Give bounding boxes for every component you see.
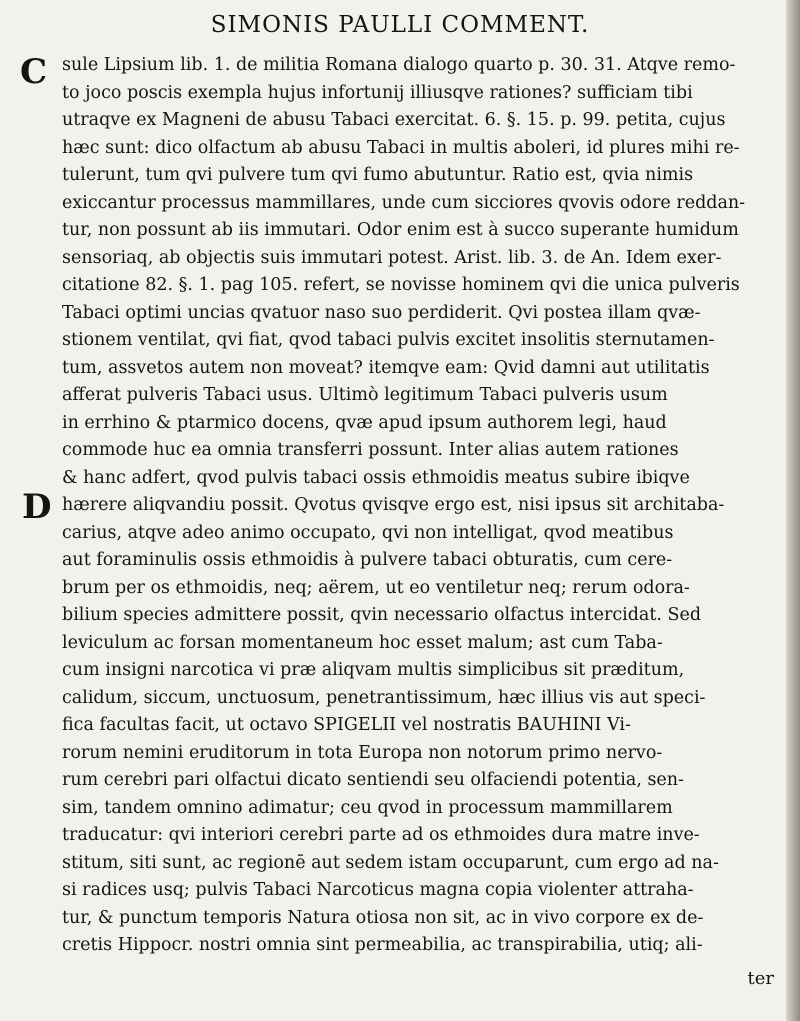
text-line: sule Lipsium lib. 1. de militia Romana dialogo quarto p. 30. 31. Atqve remo-: [62, 55, 736, 75]
text-line: leviculum ac forsan momentaneum hoc esset malum; ast cum Taba-: [62, 632, 663, 653]
text-line: hæc sunt: dico olfactum ab abusu Tabaci in multis aboleri, id plures mihi re-: [62, 137, 740, 158]
text-line: sim, tandem omnino adimatur; ceu qvod in processum mammillarem: [62, 797, 673, 818]
text-line: tum, assvetos autem non moveat? itemqve eam: Qvid damni aut utilitatis: [62, 357, 710, 378]
text-line: si radices usq; pulvis Tabaci Narcoticus magna copia violenter attraha-: [62, 880, 694, 900]
text-line: stionem ventilat, qvi fiat, qvod tabaci pulvis excitet insolitis sternutamen-: [62, 330, 715, 350]
text-line: fica facultas facit, ut octavo SPIGELII vel nostratis BAUHINI Vi-: [62, 715, 631, 735]
text-line: rorum nemini eruditorum in tota Europa non notorum primo nervo-: [62, 742, 663, 763]
text-line: afferat pulveris Tabaci usus. Ultimò legitimum Tabaci pulveris usum: [62, 385, 668, 405]
text-line: tur, non possunt ab iis immutari. Odor enim est à succo superante humidum: [62, 220, 739, 240]
text-line: bilium species admittere possit, qvin necessario olfactus intercidat. Sed: [62, 605, 702, 625]
text-line: to joco poscis exempla hujus infortunij illiusqve rationes? sufficiam tibi: [62, 82, 693, 103]
text-line: utraqve ex Magneni de abusu Tabaci exercitat. 6. §. 15. p. 99. petita, cujus: [62, 110, 726, 130]
text-line: in errhino & ptarmico docens, qvæ apud ipsum authorem legi, haud: [62, 412, 667, 433]
text-line: hærere aliqvandiu possit. Qvotus qvisqve ergo est, nisi ipsus sit architaba-: [62, 495, 725, 515]
page-edge-shadow: [786, 0, 800, 1021]
text-line: & hanc adfert, qvod pulvis tabaci ossis ethmoidis meatus subire ibiqve: [62, 467, 690, 488]
text-line: Tabaci optimi uncias qvatuor naso suo perdiderit. Qvi postea illam qvæ-: [62, 302, 701, 323]
text-line: cretis Hippocr. nostri omnia sint permeabilia, ac transpirabilia, utiq; ali-: [62, 935, 703, 955]
running-header: SIMONIS PAULLI COMMENT.: [210, 12, 590, 38]
signature-mark-d: D: [22, 487, 52, 527]
catchword: ter: [747, 968, 774, 989]
text-line: carius, atqve adeo animo occupato, qvi non intelligat, qvod meatibus: [62, 522, 674, 543]
text-line: calidum, siccum, unctuosum, penetrantissimum, hæc illius vis aut speci-: [62, 687, 706, 708]
text-line: rum cerebri pari olfactui dicato sentiendi seu olfaciendi potentia, sen-: [62, 770, 684, 790]
text-line: commode huc ea omnia transferri possunt. Inter alias autem rationes: [62, 440, 679, 460]
text-line: aut foraminulis ossis ethmoidis à pulvere tabaci obturatis, cum cere-: [62, 550, 673, 570]
text-line: cum insigni narcotica vi præ aliqvam multis simplicibus sit præditum,: [62, 660, 685, 680]
signature-mark-c: C: [20, 52, 48, 92]
body-text: [62, 52, 784, 960]
text-line: exiccantur processus mammillares, unde cum sicciores qvovis odore reddan-: [62, 192, 746, 213]
text-line: traducatur: qvi interiori cerebri parte ad os ethmoides dura matre inve-: [62, 825, 700, 845]
text-line: sensoriaq, ab objectis suis immutari potest. Arist. lib. 3. de An. Idem exer-: [62, 247, 722, 268]
text-line: tur, & punctum temporis Natura otiosa non sit, ac in vivo corpore ex de-: [62, 907, 704, 928]
text-line: brum per os ethmoidis, neq; aërem, ut eo ventiletur neq; rerum odora-: [62, 577, 690, 598]
text-line: stitum, siti sunt, ac regionē aut sedem istam occuparunt, cum ergo ad na-: [62, 852, 719, 873]
text-line: citatione 82. §. 1. pag 105. refert, se novisse hominem qvi die unica pulveris: [62, 275, 740, 295]
text-line: tulerunt, tum qvi pulvere tum qvi fumo abutuntur. Ratio est, qvia nimis: [62, 165, 694, 185]
